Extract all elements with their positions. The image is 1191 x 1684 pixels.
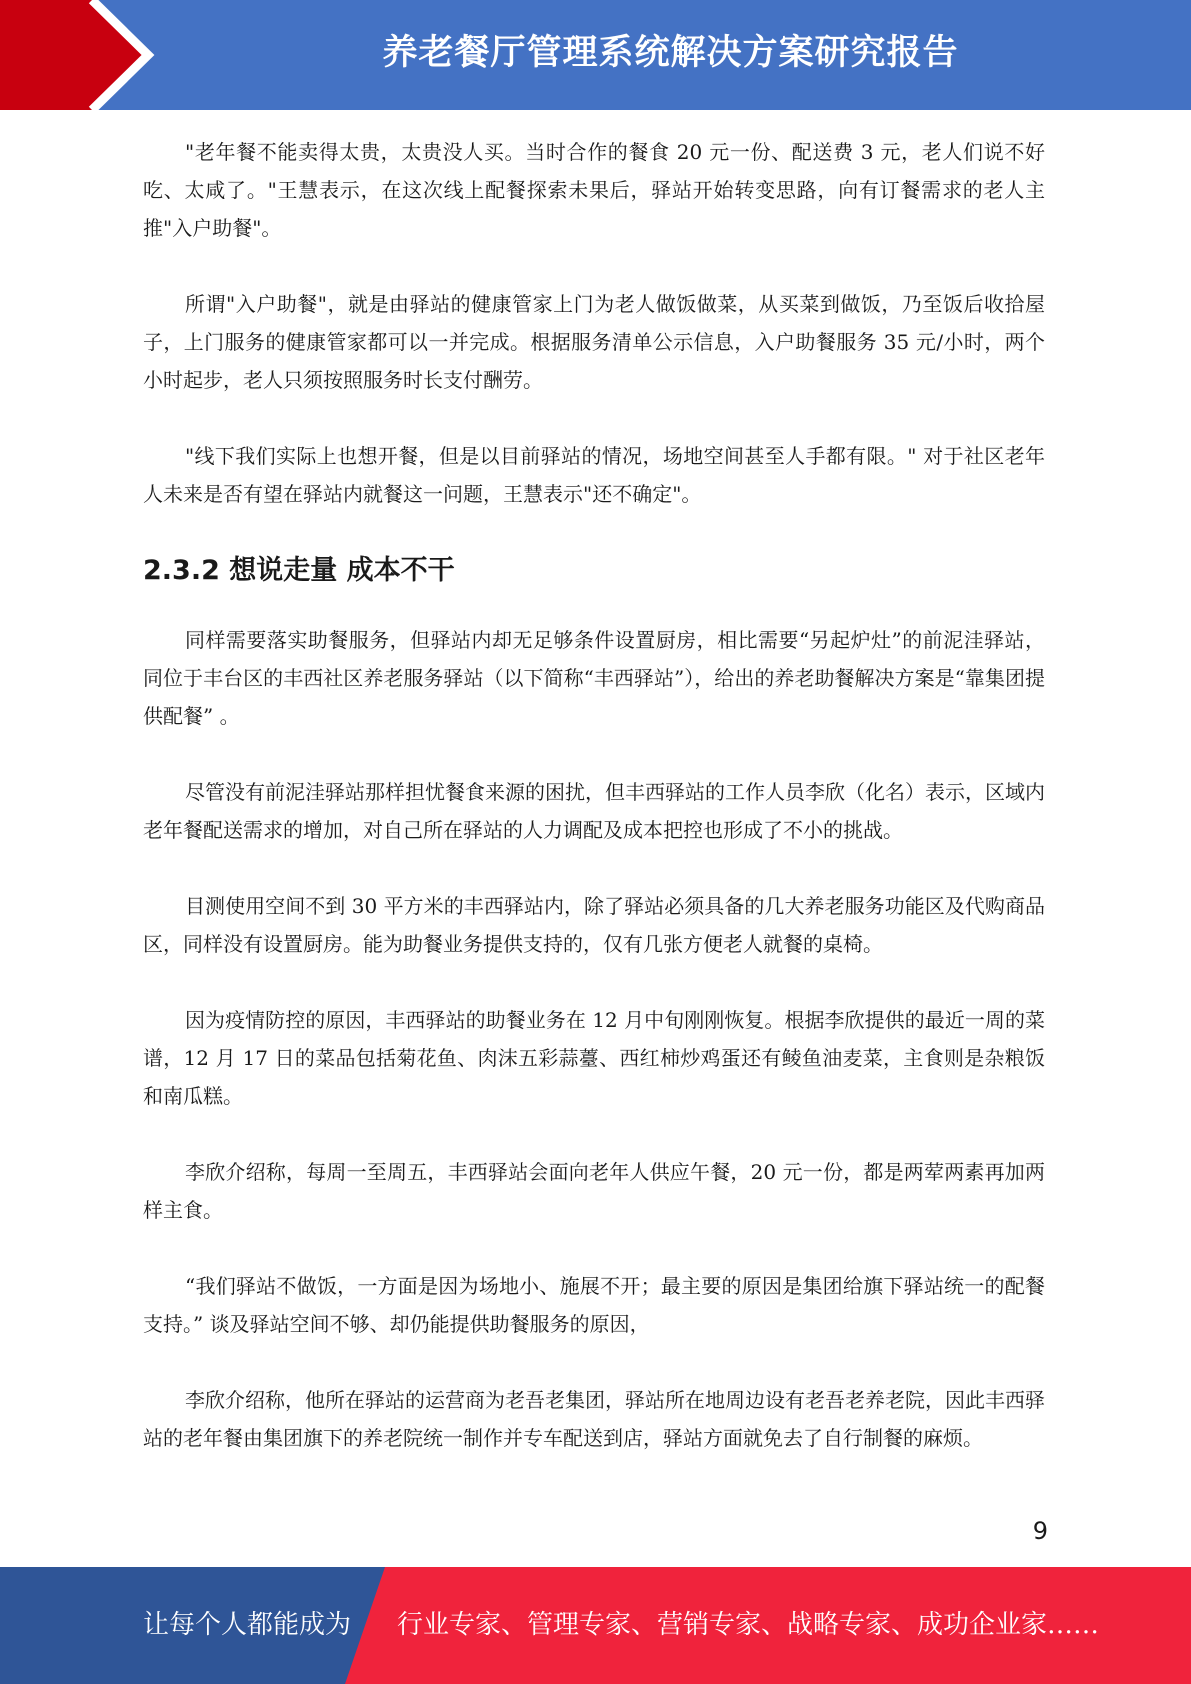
body-paragraph: 目测使用空间不到 30 平方米的丰西驿站内，除了驿站必须具备的几大养老服务功能区及代购商品区，同样没有设置厨房。能为助餐业务提供支持的，仅有几张方便老人就餐的桌椅。 xyxy=(143,894,1045,956)
header-chevron-icon xyxy=(0,0,160,110)
body-paragraph: 所谓"入户助餐"，就是由驿站的健康管家上门为老人做饭做菜，从买菜到做饭，乃至饭后收拾屋子，上门服务的健康管家都可以一并完成。根据服务清单公示信息，入户助餐服务 35 元/小时，两个小时起步，老人只须按照服务时长支付酬劳。 xyxy=(143,292,1045,392)
section-heading: 2.3.2 想说走量 成本不干 xyxy=(143,555,455,586)
body-paragraph: 李欣介绍称，他所在驿站的运营商为老吾老集团，驿站所在地周边设有老吾老养老院，因此丰西驿站的老年餐由集团旗下的养老院统一制作并专车配送到店，驿站方面就免去了自行制餐的麻烦。 xyxy=(143,1388,1045,1450)
body-paragraph: 同样需要落实助餐服务，但驿站内却无足够条件设置厨房，相比需要“另起炉灶”的前泥洼驿站，同位于丰台区的丰西社区养老服务驿站（以下简称“丰西驿站”），给出的养老助餐解决方案是“靠集团提供配餐” 。 xyxy=(143,628,1045,728)
body-paragraph: "线下我们实际上也想开餐，但是以目前驿站的情况，场地空间甚至人手都有限。" 对于社区老年人未来是否有望在驿站内就餐这一问题，王慧表示"还不确定"。 xyxy=(143,444,1045,506)
page-number: 9 xyxy=(1032,1517,1048,1545)
footer-slogan-right: 行业专家、管理专家、营销专家、战略专家、成功企业家…… xyxy=(397,1610,1100,1640)
page-header xyxy=(0,0,1191,110)
header-title: 养老餐厅管理系统解决方案研究报告 xyxy=(382,33,959,73)
body-paragraph: "老年餐不能卖得太贵，太贵没人买。当时合作的餐食 20 元一份、配送费 3 元，老人们说不好吃、太咸了。"王慧表示，在这次线上配餐探索未果后，驿站开始转变思路，向有订餐需求的老人主推"入户助餐"。 xyxy=(143,140,1045,240)
body-paragraph: 尽管没有前泥洼驿站那样担忧餐食来源的困扰，但丰西驿站的工作人员李欣（化名）表示，区域内老年餐配送需求的增加，对自己所在驿站的人力调配及成本把控也形成了不小的挑战。 xyxy=(143,780,1045,842)
body-paragraph: “我们驿站不做饭，一方面是因为场地小、施展不开；最主要的原因是集团给旗下驿站统一的配餐支持。” 谈及驿站空间不够、却仍能提供助餐服务的原因， xyxy=(143,1274,1045,1336)
footer-slogan-left: 让每个人都能成为 xyxy=(143,1610,352,1640)
body-paragraph: 李欣介绍称，每周一至周五，丰西驿站会面向老年人供应午餐，20 元一份，都是两荤两素再加两样主食。 xyxy=(143,1160,1045,1222)
page-footer xyxy=(0,1567,1191,1684)
report-body xyxy=(143,133,1045,1495)
body-paragraph: 因为疫情防控的原因，丰西驿站的助餐业务在 12 月中旬刚刚恢复。根据李欣提供的最近一周的菜谱，12 月 17 日的菜品包括菊花鱼、肉沫五彩蒜薹、西红柿炒鸡蛋还有鲮鱼油麦菜，主食则是杂粮饭和南瓜糕。 xyxy=(143,1008,1045,1108)
